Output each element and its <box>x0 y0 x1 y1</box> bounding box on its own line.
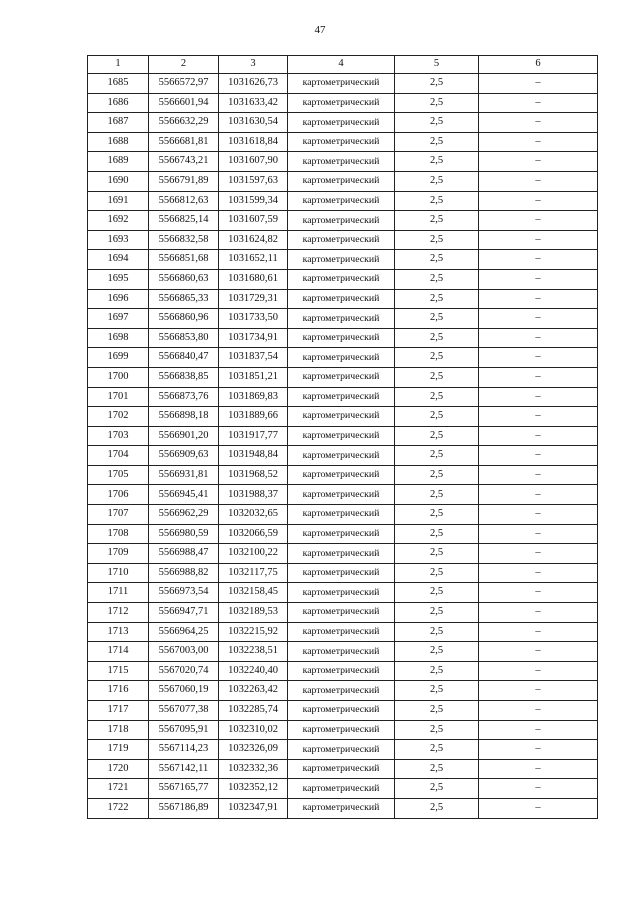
method-cell: картометрический <box>288 681 395 701</box>
table-row <box>88 622 598 642</box>
method-cell: картометрический <box>288 779 395 799</box>
accuracy-cell: 2,5 <box>395 171 479 191</box>
y-coordinate-cell: 1031599,34 <box>219 191 288 211</box>
x-coordinate-cell: 5566909,63 <box>149 446 219 466</box>
x-coordinate-cell: 5566601,94 <box>149 93 219 113</box>
y-coordinate-cell: 1031652,11 <box>219 250 288 270</box>
method-cell: картометрический <box>288 250 395 270</box>
note-cell: – <box>479 622 598 642</box>
table-row <box>88 426 598 446</box>
y-coordinate-cell: 1031607,90 <box>219 152 288 172</box>
x-coordinate-cell: 5566962,29 <box>149 505 219 525</box>
note-cell: – <box>479 74 598 94</box>
x-coordinate-cell: 5566812,63 <box>149 191 219 211</box>
y-coordinate-cell: 1031624,82 <box>219 230 288 250</box>
accuracy-cell: 2,5 <box>395 230 479 250</box>
coordinates-table <box>87 55 598 819</box>
point-number-cell: 1696 <box>88 289 149 309</box>
method-cell: картометрический <box>288 191 395 211</box>
accuracy-cell: 2,5 <box>395 387 479 407</box>
note-cell: – <box>479 269 598 289</box>
x-coordinate-cell: 5566825,14 <box>149 211 219 231</box>
y-coordinate-cell: 1031869,83 <box>219 387 288 407</box>
table-row <box>88 250 598 270</box>
method-cell: картометрический <box>288 328 395 348</box>
point-number-cell: 1685 <box>88 74 149 94</box>
table-row <box>88 563 598 583</box>
method-cell: картометрический <box>288 603 395 623</box>
note-cell: – <box>479 681 598 701</box>
y-coordinate-cell: 1032189,53 <box>219 603 288 623</box>
method-cell: картометрический <box>288 563 395 583</box>
method-cell: картометрический <box>288 309 395 329</box>
table-row <box>88 740 598 760</box>
note-cell: – <box>479 524 598 544</box>
note-cell: – <box>479 661 598 681</box>
table-row <box>88 269 598 289</box>
table-row <box>88 230 598 250</box>
accuracy-cell: 2,5 <box>395 74 479 94</box>
y-coordinate-cell: 1032285,74 <box>219 701 288 721</box>
table-row <box>88 113 598 133</box>
point-number-cell: 1690 <box>88 171 149 191</box>
note-cell: – <box>479 720 598 740</box>
accuracy-cell: 2,5 <box>395 798 479 818</box>
note-cell: – <box>479 309 598 329</box>
accuracy-cell: 2,5 <box>395 289 479 309</box>
table-row <box>88 407 598 427</box>
table-row <box>88 720 598 740</box>
point-number-cell: 1716 <box>88 681 149 701</box>
accuracy-cell: 2,5 <box>395 603 479 623</box>
point-number-cell: 1691 <box>88 191 149 211</box>
y-coordinate-cell: 1032310,02 <box>219 720 288 740</box>
method-cell: картометрический <box>288 759 395 779</box>
note-cell: – <box>479 191 598 211</box>
accuracy-cell: 2,5 <box>395 544 479 564</box>
method-cell: картометрический <box>288 152 395 172</box>
point-number-cell: 1702 <box>88 407 149 427</box>
note-cell: – <box>479 759 598 779</box>
point-number-cell: 1711 <box>88 583 149 603</box>
point-number-cell: 1698 <box>88 328 149 348</box>
x-coordinate-cell: 5566901,20 <box>149 426 219 446</box>
accuracy-cell: 2,5 <box>395 740 479 760</box>
point-number-cell: 1688 <box>88 132 149 152</box>
accuracy-cell: 2,5 <box>395 367 479 387</box>
point-number-cell: 1699 <box>88 348 149 368</box>
method-cell: картометрический <box>288 661 395 681</box>
method-cell: картометрический <box>288 230 395 250</box>
table-row <box>88 681 598 701</box>
x-coordinate-cell: 5567020,74 <box>149 661 219 681</box>
y-coordinate-cell: 1031917,77 <box>219 426 288 446</box>
note-cell: – <box>479 426 598 446</box>
page-number: 47 <box>314 24 326 36</box>
y-coordinate-cell: 1032240,40 <box>219 661 288 681</box>
accuracy-cell: 2,5 <box>395 407 479 427</box>
note-cell: – <box>479 230 598 250</box>
note-cell: – <box>479 505 598 525</box>
method-cell: картометрический <box>288 642 395 662</box>
method-cell: картометрический <box>288 720 395 740</box>
note-cell: – <box>479 465 598 485</box>
x-coordinate-cell: 5567077,38 <box>149 701 219 721</box>
note-cell: – <box>479 701 598 721</box>
x-coordinate-cell: 5566898,18 <box>149 407 219 427</box>
note-cell: – <box>479 407 598 427</box>
x-coordinate-cell: 5566791,89 <box>149 171 219 191</box>
note-cell: – <box>479 171 598 191</box>
note-cell: – <box>479 367 598 387</box>
table-row <box>88 603 598 623</box>
table-row <box>88 348 598 368</box>
accuracy-cell: 2,5 <box>395 661 479 681</box>
point-number-cell: 1692 <box>88 211 149 231</box>
point-number-cell: 1686 <box>88 93 149 113</box>
note-cell: – <box>479 113 598 133</box>
x-coordinate-cell: 5566572,97 <box>149 74 219 94</box>
method-cell: картометрический <box>288 465 395 485</box>
table-row <box>88 642 598 662</box>
table-row <box>88 74 598 94</box>
x-coordinate-cell: 5566945,41 <box>149 485 219 505</box>
note-cell: – <box>479 211 598 231</box>
x-coordinate-cell: 5566988,82 <box>149 563 219 583</box>
point-number-cell: 1708 <box>88 524 149 544</box>
note-cell: – <box>479 583 598 603</box>
method-cell: картометрический <box>288 544 395 564</box>
y-coordinate-cell: 1031948,84 <box>219 446 288 466</box>
x-coordinate-cell: 5566681,81 <box>149 132 219 152</box>
note-cell: – <box>479 485 598 505</box>
table-row <box>88 701 598 721</box>
header-row <box>88 56 598 74</box>
accuracy-cell: 2,5 <box>395 113 479 133</box>
x-coordinate-cell: 5566860,63 <box>149 269 219 289</box>
table-row <box>88 465 598 485</box>
x-coordinate-cell: 5566632,29 <box>149 113 219 133</box>
note-cell: – <box>479 544 598 564</box>
point-number-cell: 1718 <box>88 720 149 740</box>
y-coordinate-cell: 1032326,09 <box>219 740 288 760</box>
x-coordinate-cell: 5566973,54 <box>149 583 219 603</box>
x-coordinate-cell: 5566964,25 <box>149 622 219 642</box>
point-number-cell: 1722 <box>88 798 149 818</box>
accuracy-cell: 2,5 <box>395 524 479 544</box>
accuracy-cell: 2,5 <box>395 269 479 289</box>
header-cell-5: 5 <box>395 56 479 74</box>
x-coordinate-cell: 5567165,77 <box>149 779 219 799</box>
point-number-cell: 1710 <box>88 563 149 583</box>
point-number-cell: 1701 <box>88 387 149 407</box>
point-number-cell: 1695 <box>88 269 149 289</box>
point-number-cell: 1704 <box>88 446 149 466</box>
x-coordinate-cell: 5566840,47 <box>149 348 219 368</box>
note-cell: – <box>479 132 598 152</box>
accuracy-cell: 2,5 <box>395 681 479 701</box>
table-row <box>88 798 598 818</box>
y-coordinate-cell: 1032066,59 <box>219 524 288 544</box>
x-coordinate-cell: 5567186,89 <box>149 798 219 818</box>
accuracy-cell: 2,5 <box>395 759 479 779</box>
note-cell: – <box>479 603 598 623</box>
y-coordinate-cell: 1032332,36 <box>219 759 288 779</box>
y-coordinate-cell: 1031633,42 <box>219 93 288 113</box>
table-row <box>88 446 598 466</box>
accuracy-cell: 2,5 <box>395 250 479 270</box>
method-cell: картометрический <box>288 387 395 407</box>
note-cell: – <box>479 446 598 466</box>
x-coordinate-cell: 5566743,21 <box>149 152 219 172</box>
point-number-cell: 1706 <box>88 485 149 505</box>
y-coordinate-cell: 1031729,31 <box>219 289 288 309</box>
accuracy-cell: 2,5 <box>395 328 479 348</box>
note-cell: – <box>479 152 598 172</box>
header-cell-2: 2 <box>149 56 219 74</box>
x-coordinate-cell: 5566931,81 <box>149 465 219 485</box>
x-coordinate-cell: 5567003,00 <box>149 642 219 662</box>
method-cell: картометрический <box>288 505 395 525</box>
x-coordinate-cell: 5566947,71 <box>149 603 219 623</box>
point-number-cell: 1707 <box>88 505 149 525</box>
y-coordinate-cell: 1031734,91 <box>219 328 288 348</box>
point-number-cell: 1717 <box>88 701 149 721</box>
accuracy-cell: 2,5 <box>395 211 479 231</box>
method-cell: картометрический <box>288 367 395 387</box>
x-coordinate-cell: 5566865,33 <box>149 289 219 309</box>
table-row <box>88 505 598 525</box>
x-coordinate-cell: 5566838,85 <box>149 367 219 387</box>
note-cell: – <box>479 289 598 309</box>
y-coordinate-cell: 1031618,84 <box>219 132 288 152</box>
note-cell: – <box>479 328 598 348</box>
accuracy-cell: 2,5 <box>395 485 479 505</box>
point-number-cell: 1687 <box>88 113 149 133</box>
method-cell: картометрический <box>288 132 395 152</box>
table-body <box>88 56 598 819</box>
accuracy-cell: 2,5 <box>395 132 479 152</box>
note-cell: – <box>479 93 598 113</box>
y-coordinate-cell: 1031680,61 <box>219 269 288 289</box>
y-coordinate-cell: 1032347,91 <box>219 798 288 818</box>
x-coordinate-cell: 5566860,96 <box>149 309 219 329</box>
y-coordinate-cell: 1031988,37 <box>219 485 288 505</box>
table-row <box>88 289 598 309</box>
note-cell: – <box>479 563 598 583</box>
y-coordinate-cell: 1031733,50 <box>219 309 288 329</box>
note-cell: – <box>479 740 598 760</box>
y-coordinate-cell: 1032032,65 <box>219 505 288 525</box>
y-coordinate-cell: 1032238,51 <box>219 642 288 662</box>
method-cell: картометрический <box>288 211 395 231</box>
y-coordinate-cell: 1032158,45 <box>219 583 288 603</box>
table-row <box>88 779 598 799</box>
table-row <box>88 328 598 348</box>
header-cell-1: 1 <box>88 56 149 74</box>
method-cell: картометрический <box>288 113 395 133</box>
y-coordinate-cell: 1032100,22 <box>219 544 288 564</box>
point-number-cell: 1693 <box>88 230 149 250</box>
x-coordinate-cell: 5567060,19 <box>149 681 219 701</box>
y-coordinate-cell: 1032215,92 <box>219 622 288 642</box>
y-coordinate-cell: 1031968,52 <box>219 465 288 485</box>
point-number-cell: 1697 <box>88 309 149 329</box>
x-coordinate-cell: 5566832,58 <box>149 230 219 250</box>
note-cell: – <box>479 779 598 799</box>
header-cell-3: 3 <box>219 56 288 74</box>
table-row <box>88 583 598 603</box>
accuracy-cell: 2,5 <box>395 720 479 740</box>
note-cell: – <box>479 798 598 818</box>
table-row <box>88 759 598 779</box>
x-coordinate-cell: 5566853,80 <box>149 328 219 348</box>
y-coordinate-cell: 1031607,59 <box>219 211 288 231</box>
method-cell: картометрический <box>288 524 395 544</box>
x-coordinate-cell: 5567142,11 <box>149 759 219 779</box>
method-cell: картометрический <box>288 798 395 818</box>
point-number-cell: 1715 <box>88 661 149 681</box>
accuracy-cell: 2,5 <box>395 563 479 583</box>
accuracy-cell: 2,5 <box>395 93 479 113</box>
accuracy-cell: 2,5 <box>395 446 479 466</box>
table-row <box>88 171 598 191</box>
point-number-cell: 1712 <box>88 603 149 623</box>
point-number-cell: 1719 <box>88 740 149 760</box>
note-cell: – <box>479 642 598 662</box>
table-row <box>88 661 598 681</box>
method-cell: картометрический <box>288 740 395 760</box>
method-cell: картометрический <box>288 289 395 309</box>
point-number-cell: 1705 <box>88 465 149 485</box>
accuracy-cell: 2,5 <box>395 152 479 172</box>
x-coordinate-cell: 5566980,59 <box>149 524 219 544</box>
table-row <box>88 485 598 505</box>
accuracy-cell: 2,5 <box>395 779 479 799</box>
y-coordinate-cell: 1031851,21 <box>219 367 288 387</box>
accuracy-cell: 2,5 <box>395 309 479 329</box>
y-coordinate-cell: 1032352,12 <box>219 779 288 799</box>
table-row <box>88 544 598 564</box>
table-row <box>88 524 598 544</box>
method-cell: картометрический <box>288 485 395 505</box>
method-cell: картометрический <box>288 269 395 289</box>
y-coordinate-cell: 1031837,54 <box>219 348 288 368</box>
note-cell: – <box>479 348 598 368</box>
accuracy-cell: 2,5 <box>395 426 479 446</box>
point-number-cell: 1720 <box>88 759 149 779</box>
table-row <box>88 132 598 152</box>
accuracy-cell: 2,5 <box>395 622 479 642</box>
y-coordinate-cell: 1032117,75 <box>219 563 288 583</box>
method-cell: картометрический <box>288 74 395 94</box>
y-coordinate-cell: 1031630,54 <box>219 113 288 133</box>
accuracy-cell: 2,5 <box>395 505 479 525</box>
table-row <box>88 93 598 113</box>
table-row <box>88 152 598 172</box>
method-cell: картометрический <box>288 701 395 721</box>
x-coordinate-cell: 5566851,68 <box>149 250 219 270</box>
note-cell: – <box>479 387 598 407</box>
accuracy-cell: 2,5 <box>395 701 479 721</box>
accuracy-cell: 2,5 <box>395 465 479 485</box>
point-number-cell: 1709 <box>88 544 149 564</box>
note-cell: – <box>479 250 598 270</box>
accuracy-cell: 2,5 <box>395 583 479 603</box>
y-coordinate-cell: 1031626,73 <box>219 74 288 94</box>
y-coordinate-cell: 1031597,63 <box>219 171 288 191</box>
method-cell: картометрический <box>288 407 395 427</box>
point-number-cell: 1703 <box>88 426 149 446</box>
table-row <box>88 309 598 329</box>
point-number-cell: 1694 <box>88 250 149 270</box>
x-coordinate-cell: 5567114,23 <box>149 740 219 760</box>
table-row <box>88 191 598 211</box>
header-cell-4: 4 <box>288 56 395 74</box>
method-cell: картометрический <box>288 171 395 191</box>
method-cell: картометрический <box>288 93 395 113</box>
method-cell: картометрический <box>288 426 395 446</box>
method-cell: картометрический <box>288 583 395 603</box>
accuracy-cell: 2,5 <box>395 642 479 662</box>
x-coordinate-cell: 5566988,47 <box>149 544 219 564</box>
method-cell: картометрический <box>288 446 395 466</box>
point-number-cell: 1713 <box>88 622 149 642</box>
point-number-cell: 1700 <box>88 367 149 387</box>
method-cell: картометрический <box>288 348 395 368</box>
table-row <box>88 387 598 407</box>
accuracy-cell: 2,5 <box>395 348 479 368</box>
table-row <box>88 367 598 387</box>
method-cell: картометрический <box>288 622 395 642</box>
table-row <box>88 211 598 231</box>
y-coordinate-cell: 1032263,42 <box>219 681 288 701</box>
point-number-cell: 1714 <box>88 642 149 662</box>
header-cell-6: 6 <box>479 56 598 74</box>
x-coordinate-cell: 5566873,76 <box>149 387 219 407</box>
x-coordinate-cell: 5567095,91 <box>149 720 219 740</box>
y-coordinate-cell: 1031889,66 <box>219 407 288 427</box>
point-number-cell: 1689 <box>88 152 149 172</box>
point-number-cell: 1721 <box>88 779 149 799</box>
accuracy-cell: 2,5 <box>395 191 479 211</box>
